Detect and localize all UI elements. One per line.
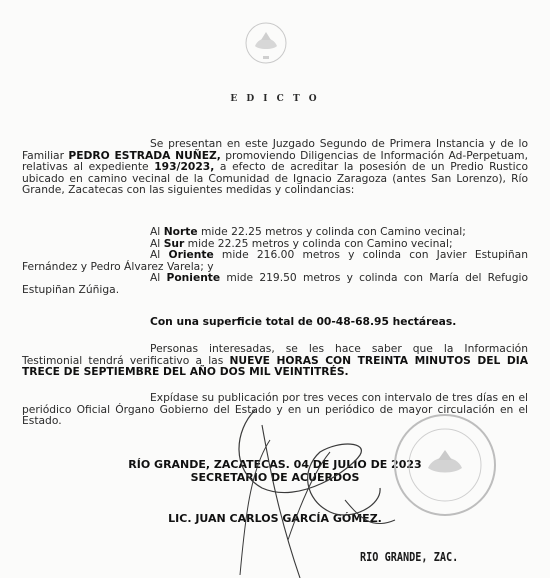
boundary-west: Al Poniente mide 219.50 metros y colinda con María del Refugio Estupiñan Zúñiga.: [22, 271, 528, 296]
coat-of-arms-seal: [243, 20, 289, 66]
rio-grande-stamp: RIO GRANDE, ZAC.: [360, 550, 459, 564]
hearing-paragraph: Personas interesadas, se les hace saber que la Información Testimonial tendrá verificativo a las NUEVE HORAS CON TREINTA MINUTOS DEL DIA TRECE DE SEPTIEMBRE DEL AÑO DOS MIL VEINTITRÉS.: [22, 342, 528, 379]
signer-name: LIC. JUAN CARLOS GARCÍA GÓMEZ.: [168, 512, 382, 525]
boundary-east: Al Oriente mide 216.00 metros y colinda con Javier Estupiñan Fernández y Pedro Álvarez Varela; y: [22, 248, 528, 273]
court-stamp: [390, 410, 500, 520]
boundaries-list: [22, 226, 528, 296]
surface-line: Con una superficie total de 00-48-68.95 hectáreas.: [150, 315, 457, 328]
intro-paragraph: Se presentan en este Juzgado Segundo de Primera Instancia y de lo Familiar PEDRO ESTRADA NUÑEZ, promoviendo Diligencias de Información Ad-Perpetuam, relativas al expediente 193/2023, a efecto de acreditar la posesión de un Predio Rustico ubicado en camino vecinal de la Comunidad de Ignacio Zaragoza (antes San Lorenzo), Río Grande, Zacatecas con las siguientes medidas y colindancias:: [22, 137, 528, 197]
boundary-south: Al Sur mide 22.25 metros y colinda con Camino vecinal;: [150, 236, 453, 250]
boundary-north: Al Norte mide 22.25 metros y colinda con Camino vecinal;: [150, 225, 466, 238]
secretary-role: SECRETARIO DE ACUERDOS: [190, 471, 360, 484]
place-date: RÍO GRANDE, ZACATECAS. 04 DE JULIO DE 2023: [128, 458, 422, 471]
edict-title: E D I C T O: [230, 94, 320, 104]
publication-paragraph: Expídase su publicación por tres veces con intervalo de tres días en el periódico Oficial Órgano Gobierno del Estado y en un periódico de mayor circulación en el Estado.: [22, 391, 528, 428]
